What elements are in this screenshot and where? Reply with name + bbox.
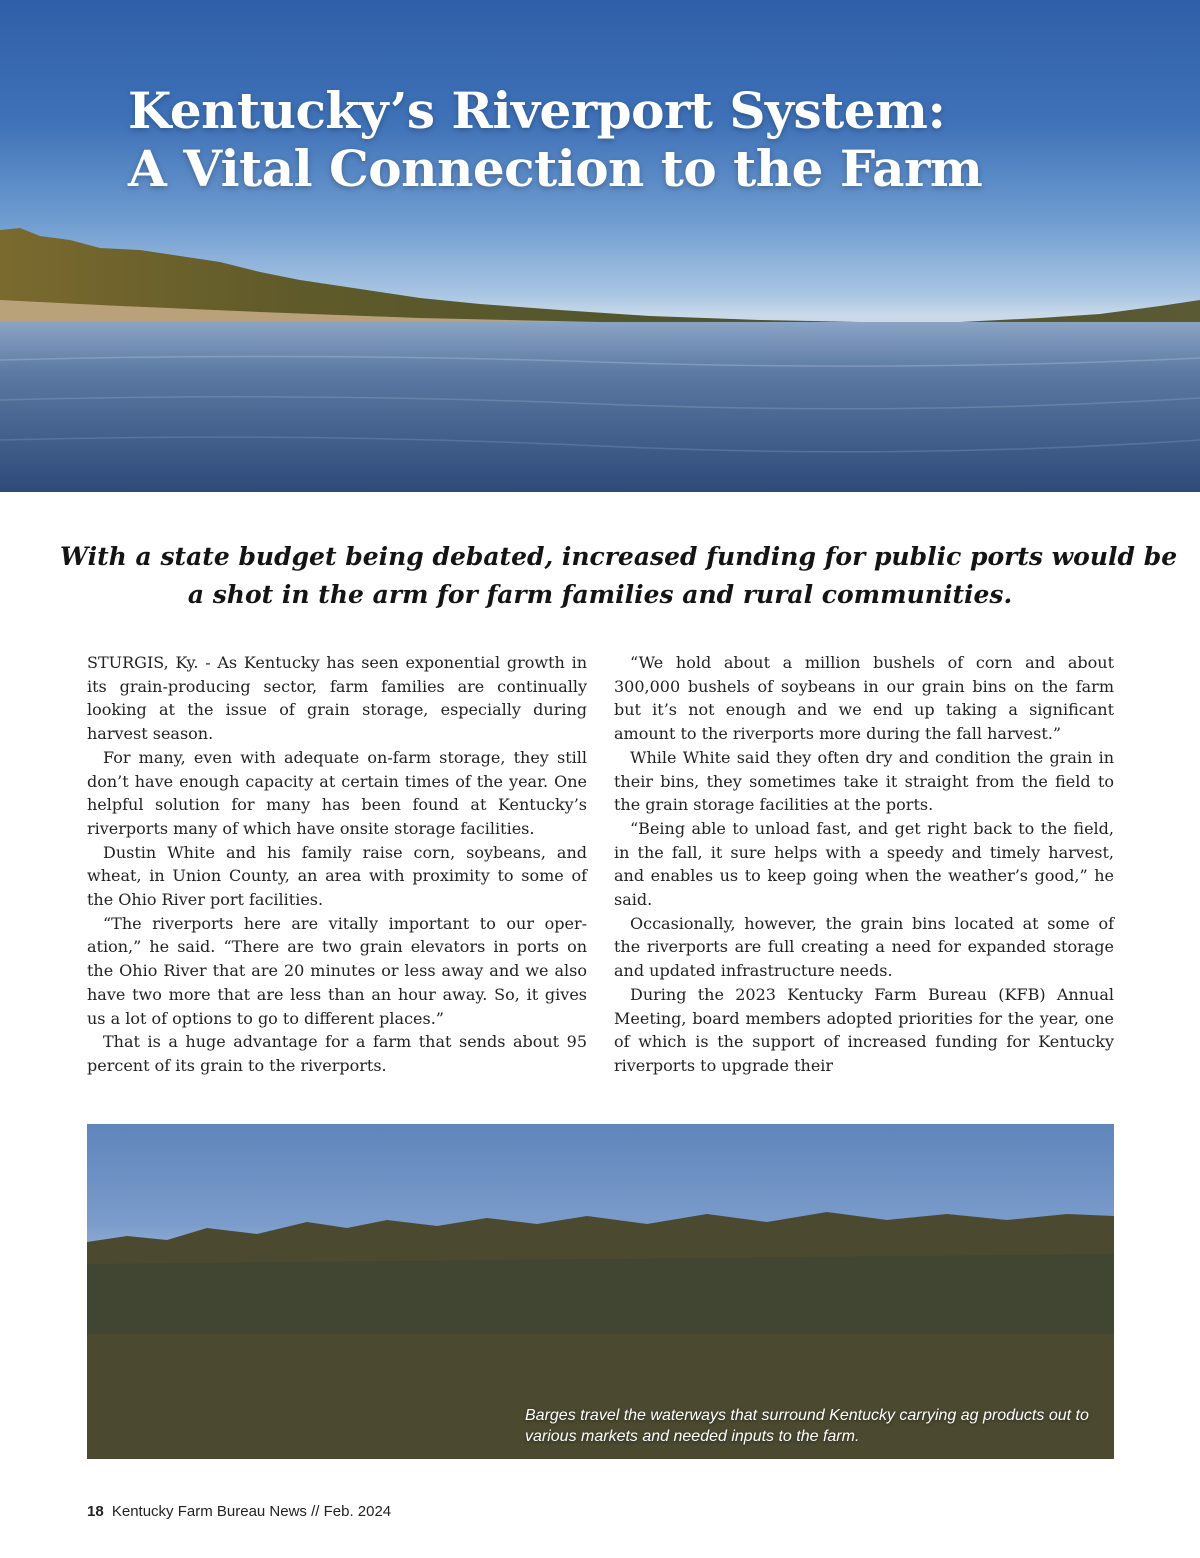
article-deck-line-2: a shot in the arm for farm families and rural communities. — [187, 580, 1013, 609]
page-number: 18 — [87, 1503, 104, 1520]
paragraph: During the 2023 Kentucky Farm Bureau (KFB) Annual Meeting, board members adopted priorities for the year, one of which is the support of increased funding for Kentucky riverports to upgrade their — [614, 984, 1114, 1075]
paragraph: For many, even with adequate on-farm storage, they still don’t have enough capacity at certain times of the year. One helpful solution for many has been found at Kentucky’s riverports many of which have onsite storage facilities. — [87, 747, 587, 838]
barge-photo — [87, 1124, 1114, 1459]
photo-caption: Barges travel the waterways that surround Kentucky carrying ag products out to various markets and needed inputs to the farm. — [525, 1407, 1089, 1445]
article-title-line-1: Kentucky’s Riverport System: — [128, 81, 946, 140]
river-landscape-photo — [0, 0, 1200, 492]
paragraph: “Being able to unload fast, and get right back to the field, in the fall, it sure helps with a speedy and timely harvest, and enables us to keep going when the weather’s good,” he said. — [614, 818, 1114, 910]
article-left-column — [87, 651, 587, 1078]
hero-image — [0, 0, 1200, 492]
paragraph: Dustin White and his family raise corn, soybeans, and wheat, in Union County, an area with proximity to some of the Ohio River port facilities. — [87, 842, 587, 910]
article-title-line-2: A Vital Connection to the Farm — [128, 139, 983, 198]
paragraph: “We hold about a million bushels of corn and about 300,000 bushels of soybeans in our grain bins on the farm but it’s not enough and we end up taking a significant amount to the riverports more during the fall harvest.” — [614, 653, 1114, 744]
paragraph: That is a huge advantage for a farm that sends about 95 percent of its grain to the riverports. — [87, 1032, 587, 1075]
paragraph: “The riverports here are vitally important to our oper-ation,” he said. “There are two grain elevators in ports on the Ohio River that are 20 minutes or less away and we also have two more that are less than an hour away. So, it gives us a lot of options to go to different places.” — [87, 913, 587, 1028]
article-deck-line-1: With a state budget being debated, increased funding for public ports would be — [60, 542, 1178, 571]
article-deck — [60, 538, 1178, 614]
paragraph: STURGIS, Ky. - As Kentucky has seen exponential growth in its grain-producing sector, farm families are continually looking at the issue of grain storage, especially during harvest season. — [87, 653, 587, 744]
article-right-column — [614, 651, 1114, 1078]
page-footer — [87, 1503, 391, 1520]
article-title — [128, 82, 1128, 198]
paragraph: While White said they often dry and condition the grain in their bins, they sometimes take it straight from the field to the grain storage facilities at the ports. — [614, 747, 1114, 815]
paragraph: Occasionally, however, the grain bins located at some of the riverports are full creating a need for expanded storage and updated infrastructure needs. — [614, 913, 1114, 981]
publication-info: Kentucky Farm Bureau News // Feb. 2024 — [111, 1503, 392, 1520]
